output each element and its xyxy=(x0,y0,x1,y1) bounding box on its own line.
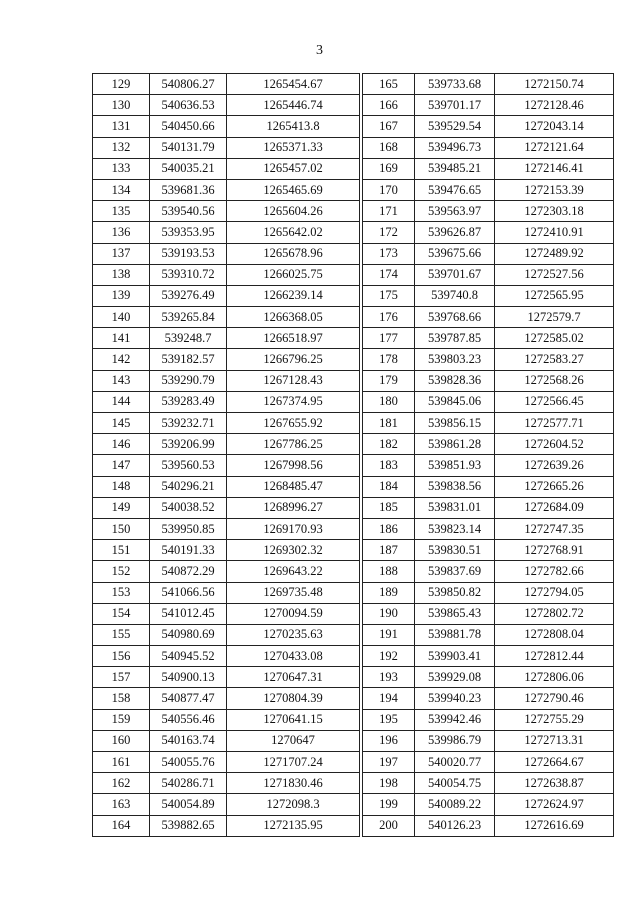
x-coordinate-cell: 540450.66 xyxy=(150,116,227,137)
point-number-cell: 172 xyxy=(363,222,415,243)
y-coordinate-cell: 1270433.08 xyxy=(227,646,360,667)
y-coordinate-cell: 1272489.92 xyxy=(495,243,614,264)
table-row xyxy=(93,243,360,264)
table-row xyxy=(93,646,360,667)
y-coordinate-cell: 1272604.52 xyxy=(495,434,614,455)
x-coordinate-cell: 539476.65 xyxy=(415,179,495,200)
x-coordinate-cell: 540877.47 xyxy=(150,688,227,709)
table-row xyxy=(93,752,360,773)
y-coordinate-cell: 1272664.67 xyxy=(495,752,614,773)
point-number-cell: 183 xyxy=(363,455,415,476)
page-number: 3 xyxy=(316,43,323,58)
point-number-cell: 180 xyxy=(363,391,415,412)
x-coordinate-cell: 539845.06 xyxy=(415,391,495,412)
point-number-cell: 193 xyxy=(363,667,415,688)
x-coordinate-cell: 539193.53 xyxy=(150,243,227,264)
point-number-cell: 152 xyxy=(93,561,150,582)
y-coordinate-cell: 1272153.39 xyxy=(495,179,614,200)
y-coordinate-cell: 1270641.15 xyxy=(227,709,360,730)
x-coordinate-cell: 539276.49 xyxy=(150,285,227,306)
y-coordinate-cell: 1266025.75 xyxy=(227,264,360,285)
y-coordinate-cell: 1272684.09 xyxy=(495,497,614,518)
x-coordinate-cell: 540286.71 xyxy=(150,773,227,794)
x-coordinate-cell: 539540.56 xyxy=(150,201,227,222)
y-coordinate-cell: 1265604.26 xyxy=(227,201,360,222)
x-coordinate-cell: 540054.89 xyxy=(150,794,227,815)
y-coordinate-cell: 1266796.25 xyxy=(227,349,360,370)
x-coordinate-cell: 540945.52 xyxy=(150,646,227,667)
table-row xyxy=(93,285,360,306)
table-row xyxy=(363,391,614,412)
x-coordinate-cell: 540806.27 xyxy=(150,74,227,95)
point-number-cell: 147 xyxy=(93,455,150,476)
point-number-cell: 153 xyxy=(93,582,150,603)
table-row xyxy=(363,74,614,95)
point-number-cell: 145 xyxy=(93,413,150,434)
x-coordinate-cell: 539740.8 xyxy=(415,285,495,306)
x-coordinate-cell: 540055.76 xyxy=(150,752,227,773)
y-coordinate-cell: 1271707.24 xyxy=(227,752,360,773)
point-number-cell: 175 xyxy=(363,285,415,306)
point-number-cell: 177 xyxy=(363,328,415,349)
y-coordinate-cell: 1265465.69 xyxy=(227,179,360,200)
table-row xyxy=(93,624,360,645)
x-coordinate-cell: 539929.08 xyxy=(415,667,495,688)
table-row xyxy=(363,518,614,539)
y-coordinate-cell: 1272812.44 xyxy=(495,646,614,667)
coordinate-table-right xyxy=(362,73,614,837)
x-coordinate-cell: 539881.78 xyxy=(415,624,495,645)
x-coordinate-cell: 540872.29 xyxy=(150,561,227,582)
y-coordinate-cell: 1272794.05 xyxy=(495,582,614,603)
point-number-cell: 186 xyxy=(363,518,415,539)
table-row xyxy=(363,773,614,794)
x-coordinate-cell: 539485.21 xyxy=(415,158,495,179)
x-coordinate-cell: 539310.72 xyxy=(150,264,227,285)
point-number-cell: 160 xyxy=(93,730,150,751)
table-row xyxy=(363,158,614,179)
y-coordinate-cell: 1272583.27 xyxy=(495,349,614,370)
table-row xyxy=(363,328,614,349)
point-number-cell: 140 xyxy=(93,307,150,328)
point-number-cell: 179 xyxy=(363,370,415,391)
point-number-cell: 194 xyxy=(363,688,415,709)
table-row xyxy=(363,455,614,476)
y-coordinate-cell: 1268485.47 xyxy=(227,476,360,497)
y-coordinate-cell: 1270235.63 xyxy=(227,624,360,645)
table-row xyxy=(93,391,360,412)
x-coordinate-cell: 540020.77 xyxy=(415,752,495,773)
table-row xyxy=(363,815,614,836)
x-coordinate-cell: 539838.56 xyxy=(415,476,495,497)
x-coordinate-cell: 539942.46 xyxy=(415,709,495,730)
x-coordinate-cell: 539496.73 xyxy=(415,137,495,158)
y-coordinate-cell: 1272768.91 xyxy=(495,540,614,561)
y-coordinate-cell: 1270647 xyxy=(227,730,360,751)
table-row xyxy=(93,709,360,730)
point-number-cell: 195 xyxy=(363,709,415,730)
x-coordinate-cell: 539560.53 xyxy=(150,455,227,476)
table-row xyxy=(363,603,614,624)
x-coordinate-cell: 539950.85 xyxy=(150,518,227,539)
y-coordinate-cell: 1272782.66 xyxy=(495,561,614,582)
x-coordinate-cell: 539865.43 xyxy=(415,603,495,624)
table-row xyxy=(363,582,614,603)
y-coordinate-cell: 1269643.22 xyxy=(227,561,360,582)
table-row xyxy=(363,222,614,243)
table-row xyxy=(93,222,360,243)
table-row xyxy=(363,752,614,773)
point-number-cell: 197 xyxy=(363,752,415,773)
point-number-cell: 149 xyxy=(93,497,150,518)
table-row xyxy=(363,285,614,306)
point-number-cell: 142 xyxy=(93,349,150,370)
point-number-cell: 185 xyxy=(363,497,415,518)
table-row xyxy=(93,667,360,688)
table-row xyxy=(93,794,360,815)
coordinate-table-left xyxy=(92,73,360,837)
point-number-cell: 151 xyxy=(93,540,150,561)
point-number-cell: 135 xyxy=(93,201,150,222)
point-number-cell: 150 xyxy=(93,518,150,539)
table-row xyxy=(93,370,360,391)
x-coordinate-cell: 540163.74 xyxy=(150,730,227,751)
table-row xyxy=(363,179,614,200)
x-coordinate-cell: 539626.87 xyxy=(415,222,495,243)
table-row xyxy=(93,497,360,518)
table-row xyxy=(363,307,614,328)
table-row xyxy=(363,370,614,391)
y-coordinate-cell: 1272639.26 xyxy=(495,455,614,476)
y-coordinate-cell: 1272128.46 xyxy=(495,95,614,116)
point-number-cell: 154 xyxy=(93,603,150,624)
point-number-cell: 173 xyxy=(363,243,415,264)
y-coordinate-cell: 1272747.35 xyxy=(495,518,614,539)
table-row xyxy=(93,179,360,200)
x-coordinate-cell: 539861.28 xyxy=(415,434,495,455)
point-number-cell: 157 xyxy=(93,667,150,688)
table-row xyxy=(93,518,360,539)
x-coordinate-cell: 539940.23 xyxy=(415,688,495,709)
point-number-cell: 198 xyxy=(363,773,415,794)
x-coordinate-cell: 540131.79 xyxy=(150,137,227,158)
point-number-cell: 133 xyxy=(93,158,150,179)
y-coordinate-cell: 1272713.31 xyxy=(495,730,614,751)
y-coordinate-cell: 1267374.95 xyxy=(227,391,360,412)
table-row xyxy=(93,349,360,370)
point-number-cell: 191 xyxy=(363,624,415,645)
table-row xyxy=(93,688,360,709)
point-number-cell: 155 xyxy=(93,624,150,645)
table-row xyxy=(93,455,360,476)
point-number-cell: 168 xyxy=(363,137,415,158)
table-row xyxy=(93,603,360,624)
table-row xyxy=(93,116,360,137)
point-number-cell: 141 xyxy=(93,328,150,349)
x-coordinate-cell: 541012.45 xyxy=(150,603,227,624)
x-coordinate-cell: 539232.71 xyxy=(150,413,227,434)
point-number-cell: 136 xyxy=(93,222,150,243)
point-number-cell: 159 xyxy=(93,709,150,730)
point-number-cell: 184 xyxy=(363,476,415,497)
table-row xyxy=(363,476,614,497)
x-coordinate-cell: 541066.56 xyxy=(150,582,227,603)
y-coordinate-cell: 1272146.41 xyxy=(495,158,614,179)
x-coordinate-cell: 539903.41 xyxy=(415,646,495,667)
point-number-cell: 137 xyxy=(93,243,150,264)
point-number-cell: 200 xyxy=(363,815,415,836)
y-coordinate-cell: 1272790.46 xyxy=(495,688,614,709)
y-coordinate-cell: 1272808.04 xyxy=(495,624,614,645)
y-coordinate-cell: 1270094.59 xyxy=(227,603,360,624)
x-coordinate-cell: 539353.95 xyxy=(150,222,227,243)
x-coordinate-cell: 539828.36 xyxy=(415,370,495,391)
table-row xyxy=(363,413,614,434)
y-coordinate-cell: 1272577.71 xyxy=(495,413,614,434)
y-coordinate-cell: 1272410.91 xyxy=(495,222,614,243)
y-coordinate-cell: 1266518.97 xyxy=(227,328,360,349)
table-row xyxy=(363,624,614,645)
x-coordinate-cell: 539851.93 xyxy=(415,455,495,476)
point-number-cell: 139 xyxy=(93,285,150,306)
table-row xyxy=(93,730,360,751)
table-row xyxy=(93,74,360,95)
point-number-cell: 199 xyxy=(363,794,415,815)
y-coordinate-cell: 1268996.27 xyxy=(227,497,360,518)
y-coordinate-cell: 1267998.56 xyxy=(227,455,360,476)
y-coordinate-cell: 1272579.7 xyxy=(495,307,614,328)
x-coordinate-cell: 539803.23 xyxy=(415,349,495,370)
x-coordinate-cell: 539787.85 xyxy=(415,328,495,349)
x-coordinate-cell: 539206.99 xyxy=(150,434,227,455)
table-row xyxy=(93,561,360,582)
y-coordinate-cell: 1265413.8 xyxy=(227,116,360,137)
table-row xyxy=(363,116,614,137)
y-coordinate-cell: 1272802.72 xyxy=(495,603,614,624)
point-number-cell: 171 xyxy=(363,201,415,222)
point-number-cell: 132 xyxy=(93,137,150,158)
x-coordinate-cell: 539563.97 xyxy=(415,201,495,222)
table-row xyxy=(93,201,360,222)
point-number-cell: 143 xyxy=(93,370,150,391)
table-row xyxy=(93,158,360,179)
point-number-cell: 156 xyxy=(93,646,150,667)
x-coordinate-cell: 539882.65 xyxy=(150,815,227,836)
table-row xyxy=(363,561,614,582)
y-coordinate-cell: 1272098.3 xyxy=(227,794,360,815)
table-row xyxy=(93,476,360,497)
x-coordinate-cell: 539733.68 xyxy=(415,74,495,95)
table-row xyxy=(363,497,614,518)
point-number-cell: 146 xyxy=(93,434,150,455)
point-number-cell: 170 xyxy=(363,179,415,200)
table-row xyxy=(93,328,360,349)
y-coordinate-cell: 1266368.05 xyxy=(227,307,360,328)
y-coordinate-cell: 1265371.33 xyxy=(227,137,360,158)
table-row xyxy=(93,434,360,455)
x-coordinate-cell: 540126.23 xyxy=(415,815,495,836)
x-coordinate-cell: 539290.79 xyxy=(150,370,227,391)
x-coordinate-cell: 539182.57 xyxy=(150,349,227,370)
table-row xyxy=(363,730,614,751)
y-coordinate-cell: 1272624.97 xyxy=(495,794,614,815)
x-coordinate-cell: 539265.84 xyxy=(150,307,227,328)
point-number-cell: 158 xyxy=(93,688,150,709)
y-coordinate-cell: 1269735.48 xyxy=(227,582,360,603)
point-number-cell: 174 xyxy=(363,264,415,285)
point-number-cell: 144 xyxy=(93,391,150,412)
x-coordinate-cell: 540980.69 xyxy=(150,624,227,645)
y-coordinate-cell: 1266239.14 xyxy=(227,285,360,306)
y-coordinate-cell: 1270804.39 xyxy=(227,688,360,709)
table-row xyxy=(93,307,360,328)
x-coordinate-cell: 540054.75 xyxy=(415,773,495,794)
y-coordinate-cell: 1272755.29 xyxy=(495,709,614,730)
point-number-cell: 192 xyxy=(363,646,415,667)
table-row xyxy=(363,709,614,730)
x-coordinate-cell: 539856.15 xyxy=(415,413,495,434)
point-number-cell: 188 xyxy=(363,561,415,582)
x-coordinate-cell: 540191.33 xyxy=(150,540,227,561)
y-coordinate-cell: 1272616.69 xyxy=(495,815,614,836)
table-row xyxy=(93,582,360,603)
x-coordinate-cell: 540900.13 xyxy=(150,667,227,688)
table-row xyxy=(93,95,360,116)
y-coordinate-cell: 1267655.92 xyxy=(227,413,360,434)
point-number-cell: 163 xyxy=(93,794,150,815)
x-coordinate-cell: 539768.66 xyxy=(415,307,495,328)
table-row xyxy=(93,540,360,561)
point-number-cell: 181 xyxy=(363,413,415,434)
x-coordinate-cell: 540636.53 xyxy=(150,95,227,116)
table-row xyxy=(363,264,614,285)
point-number-cell: 176 xyxy=(363,307,415,328)
point-number-cell: 130 xyxy=(93,95,150,116)
x-coordinate-cell: 539701.17 xyxy=(415,95,495,116)
point-number-cell: 131 xyxy=(93,116,150,137)
point-number-cell: 169 xyxy=(363,158,415,179)
x-coordinate-cell: 539831.01 xyxy=(415,497,495,518)
point-number-cell: 165 xyxy=(363,74,415,95)
y-coordinate-cell: 1272638.87 xyxy=(495,773,614,794)
table-row xyxy=(363,137,614,158)
table-row xyxy=(363,95,614,116)
point-number-cell: 162 xyxy=(93,773,150,794)
x-coordinate-cell: 539850.82 xyxy=(415,582,495,603)
table-row xyxy=(363,646,614,667)
point-number-cell: 161 xyxy=(93,752,150,773)
point-number-cell: 148 xyxy=(93,476,150,497)
table-row xyxy=(363,688,614,709)
point-number-cell: 196 xyxy=(363,730,415,751)
y-coordinate-cell: 1272135.95 xyxy=(227,815,360,836)
y-coordinate-cell: 1272565.95 xyxy=(495,285,614,306)
x-coordinate-cell: 540089.22 xyxy=(415,794,495,815)
y-coordinate-cell: 1269170.93 xyxy=(227,518,360,539)
y-coordinate-cell: 1272150.74 xyxy=(495,74,614,95)
y-coordinate-cell: 1271830.46 xyxy=(227,773,360,794)
table-row xyxy=(363,201,614,222)
y-coordinate-cell: 1272568.26 xyxy=(495,370,614,391)
y-coordinate-cell: 1272806.06 xyxy=(495,667,614,688)
x-coordinate-cell: 539248.7 xyxy=(150,328,227,349)
y-coordinate-cell: 1272043.14 xyxy=(495,116,614,137)
point-number-cell: 190 xyxy=(363,603,415,624)
x-coordinate-cell: 540296.21 xyxy=(150,476,227,497)
point-number-cell: 138 xyxy=(93,264,150,285)
table-row xyxy=(363,794,614,815)
point-number-cell: 134 xyxy=(93,179,150,200)
y-coordinate-cell: 1267128.43 xyxy=(227,370,360,391)
y-coordinate-cell: 1265678.96 xyxy=(227,243,360,264)
y-coordinate-cell: 1272566.45 xyxy=(495,391,614,412)
y-coordinate-cell: 1267786.25 xyxy=(227,434,360,455)
y-coordinate-cell: 1272585.02 xyxy=(495,328,614,349)
table-row xyxy=(363,540,614,561)
y-coordinate-cell: 1269302.32 xyxy=(227,540,360,561)
y-coordinate-cell: 1270647.31 xyxy=(227,667,360,688)
point-number-cell: 167 xyxy=(363,116,415,137)
table-row xyxy=(93,137,360,158)
y-coordinate-cell: 1272121.64 xyxy=(495,137,614,158)
table-row xyxy=(363,349,614,370)
point-number-cell: 164 xyxy=(93,815,150,836)
x-coordinate-cell: 540556.46 xyxy=(150,709,227,730)
x-coordinate-cell: 539283.49 xyxy=(150,391,227,412)
x-coordinate-cell: 540035.21 xyxy=(150,158,227,179)
table-row xyxy=(363,434,614,455)
y-coordinate-cell: 1265454.67 xyxy=(227,74,360,95)
table-row xyxy=(93,264,360,285)
point-number-cell: 129 xyxy=(93,74,150,95)
y-coordinate-cell: 1272527.56 xyxy=(495,264,614,285)
table-row xyxy=(93,773,360,794)
point-number-cell: 187 xyxy=(363,540,415,561)
x-coordinate-cell: 539675.66 xyxy=(415,243,495,264)
table-row xyxy=(93,815,360,836)
point-number-cell: 182 xyxy=(363,434,415,455)
x-coordinate-cell: 539681.36 xyxy=(150,179,227,200)
x-coordinate-cell: 539823.14 xyxy=(415,518,495,539)
y-coordinate-cell: 1265642.02 xyxy=(227,222,360,243)
y-coordinate-cell: 1265457.02 xyxy=(227,158,360,179)
x-coordinate-cell: 539837.69 xyxy=(415,561,495,582)
x-coordinate-cell: 539529.54 xyxy=(415,116,495,137)
point-number-cell: 178 xyxy=(363,349,415,370)
x-coordinate-cell: 540038.52 xyxy=(150,497,227,518)
x-coordinate-cell: 539986.79 xyxy=(415,730,495,751)
x-coordinate-cell: 539830.51 xyxy=(415,540,495,561)
point-number-cell: 189 xyxy=(363,582,415,603)
y-coordinate-cell: 1272665.26 xyxy=(495,476,614,497)
x-coordinate-cell: 539701.67 xyxy=(415,264,495,285)
table-row xyxy=(363,667,614,688)
point-number-cell: 166 xyxy=(363,95,415,116)
y-coordinate-cell: 1265446.74 xyxy=(227,95,360,116)
y-coordinate-cell: 1272303.18 xyxy=(495,201,614,222)
table-row xyxy=(363,243,614,264)
table-row xyxy=(93,413,360,434)
